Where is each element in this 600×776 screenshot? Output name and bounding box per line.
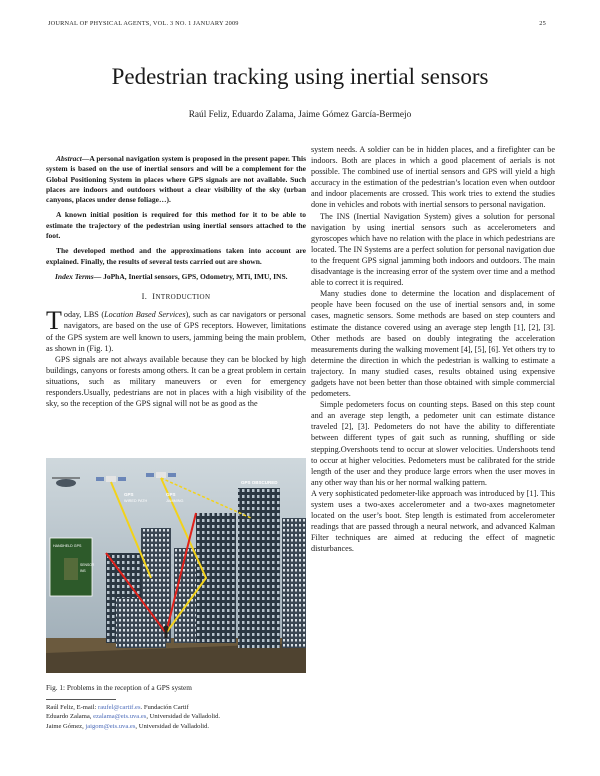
- section-heading-introduction: I. INTRODUCTION: [141, 292, 211, 302]
- body-paragraph: A very sophisticated pedometer-like approach was introduced by [1]. This system uses a two-axes accelerometer and a two-axes magnetometer located on the user’s boot. Step length is estimated from accelerometer readings that are passed through a neural network, and advanced Kalman Filter techniques are aimed at reducing the effect of magnetic disturbances.: [311, 488, 555, 554]
- paper-title: Pedestrian tracking using inertial sensors: [111, 64, 489, 89]
- author-footnote: Raúl Feliz, E-mail: raufel@cartif.es. Fundación Cartif Eduardo Zalama, ezalama@eis.uva.es, Universidad de Valladolid. Jaime Gómez, jaigom@eis.uva.es, Universidad de Valladolid.: [46, 704, 221, 730]
- footnote-rule: [46, 699, 116, 700]
- page-number: 25: [539, 20, 546, 27]
- figure-label: WIRED PATH: [124, 499, 148, 503]
- left-column: [46, 154, 306, 409]
- intro-paragraph: Today, LBS (Location Based Services), such as car navigators or personal navigators, are based on the use of GPS receptors. However, limitations of the GPS system are well known to users, jamming being the main problem, as shown in (Fig. 1).: [46, 306, 306, 353]
- figure-label: JAMMING: [166, 499, 184, 503]
- email-link[interactable]: ezalama@eis.uva.es: [93, 713, 147, 721]
- figure-gps-problems: [46, 458, 306, 673]
- body-paragraph: system needs. A soldier can be in hidden places, and a firefighter can be indoors. Both are places in which a good placement of aerials is not possible. The combined use of inertial sensors and GPS will yield a high accuracy in the estimation of the pedestrian’s location even when outdoor and indoor placements are crossed. This work tries to extend the studies done in vehicles and robots with inertial sensors to personal navigation.: [311, 145, 555, 210]
- figure-label: INS: [80, 569, 86, 573]
- journal-name: JOURNAL OF PHYSICAL AGENTS, VOL. 3 NO. 1 JANUARY 2009: [48, 20, 239, 27]
- right-column: [311, 144, 555, 554]
- running-header: [48, 20, 546, 27]
- figure-label: HANDHELD GPS: [53, 544, 82, 548]
- index-terms-label: Index Terms: [55, 271, 94, 281]
- abstract-paragraph: The developed method and the approximations taken into account are explained. Finally, the results of several tests carried out are shown.: [46, 246, 306, 266]
- index-terms: Index Terms— JoPhA, Inertial sensors, GPS, Odometry, MTi, IMU, INS.: [55, 271, 288, 281]
- drop-cap: T: [46, 306, 62, 336]
- email-link[interactable]: jaigom@eis.uva.es: [85, 722, 136, 730]
- email-link[interactable]: raufel@cartif.es: [98, 704, 141, 711]
- body-paragraph: Simple pedometers focus on counting steps. Based on this step count and an average step length, a pedometer unit can estimate distance traveled [2], [3]. Pedometers do not have the ability to differentiate between different types of gait such as running, shuffling or side stepping.Overshoots tend to occur at slower velocities. Undershoots tend to occur at higher velocities. Pedometers must be calibrated for the stride length of the user and they produce large errors when the user moves in any other way than his or her normal walking pattern.: [311, 400, 555, 487]
- figure-caption: Fig. 1: Problems in the reception of a GPS system: [46, 683, 192, 692]
- abstract-paragraph: A known initial position is required for this method for it to be able to estimate the trajectory of the pedestrian using inertial sensors attached to the foot.: [46, 210, 306, 241]
- figure-label: GPS: [124, 492, 134, 497]
- figure-label: GPS: [166, 492, 176, 497]
- paper-authors: Raúl Feliz, Eduardo Zalama, Jaime Gómez García-Bermejo: [188, 110, 412, 120]
- figure-label: GPS OBSCURED: [241, 480, 278, 485]
- abstract-label: Abstract: [56, 154, 82, 163]
- body-paragraph: Many studies done to determine the location and displacement of people have been focused on the use of inertial sensors and, in some cases, magnetic sensors. Some methods are based on step counters and estimate the distance covered using an average step length [1], [2], [3]. Other methods are based on doubly integrating the acceleration measurements during the walking movement [4], [5], [6]. Yet others try to determine the direction in which the pedestrian is walking to estimate a trajectory. In many studied cases, results obtained using expensive gadgets have not been better than those obtained with simple commercial pedometers.: [311, 289, 555, 399]
- inset-panel: [50, 538, 95, 596]
- intro-paragraph: GPS signals are not always available because they can be blocked by high buildings, canyons or forests among others. It can be a great problem in certain situations, such as military maneuvers or even for emergency responders.Usually, pedestrians are not in places with a high visibility of the sky, so the reception of the GPS signal will not be as good as the: [46, 354, 306, 409]
- gps-city-illustration: [46, 458, 306, 673]
- abstract-paragraph: Abstract—A personal navigation system is proposed in the present paper. This system is based on the use of inertial sensors and will be a complement for the Global Positioning System in places where GPS signals are not available. Such places are indoors and outdoors without a clear visibility of the sky (urban canyons, places under dense foliage…).: [46, 154, 306, 205]
- abstract: [46, 154, 306, 267]
- figure-label: SENSOR: [80, 563, 95, 567]
- body-paragraph: The INS (Inertial Navigation System) gives a solution for personal navigation by using inertial sensors such as accelerometers and gyroscopes which have no relation with the place in which pedestrians are located. The IN Systems are a perfect solution for personal navigation due to the frequent GPS signal jamming both indoors and outdoors. The main disadvantage is the increasing error of the system over time and a method able to correct it is required.: [311, 211, 555, 288]
